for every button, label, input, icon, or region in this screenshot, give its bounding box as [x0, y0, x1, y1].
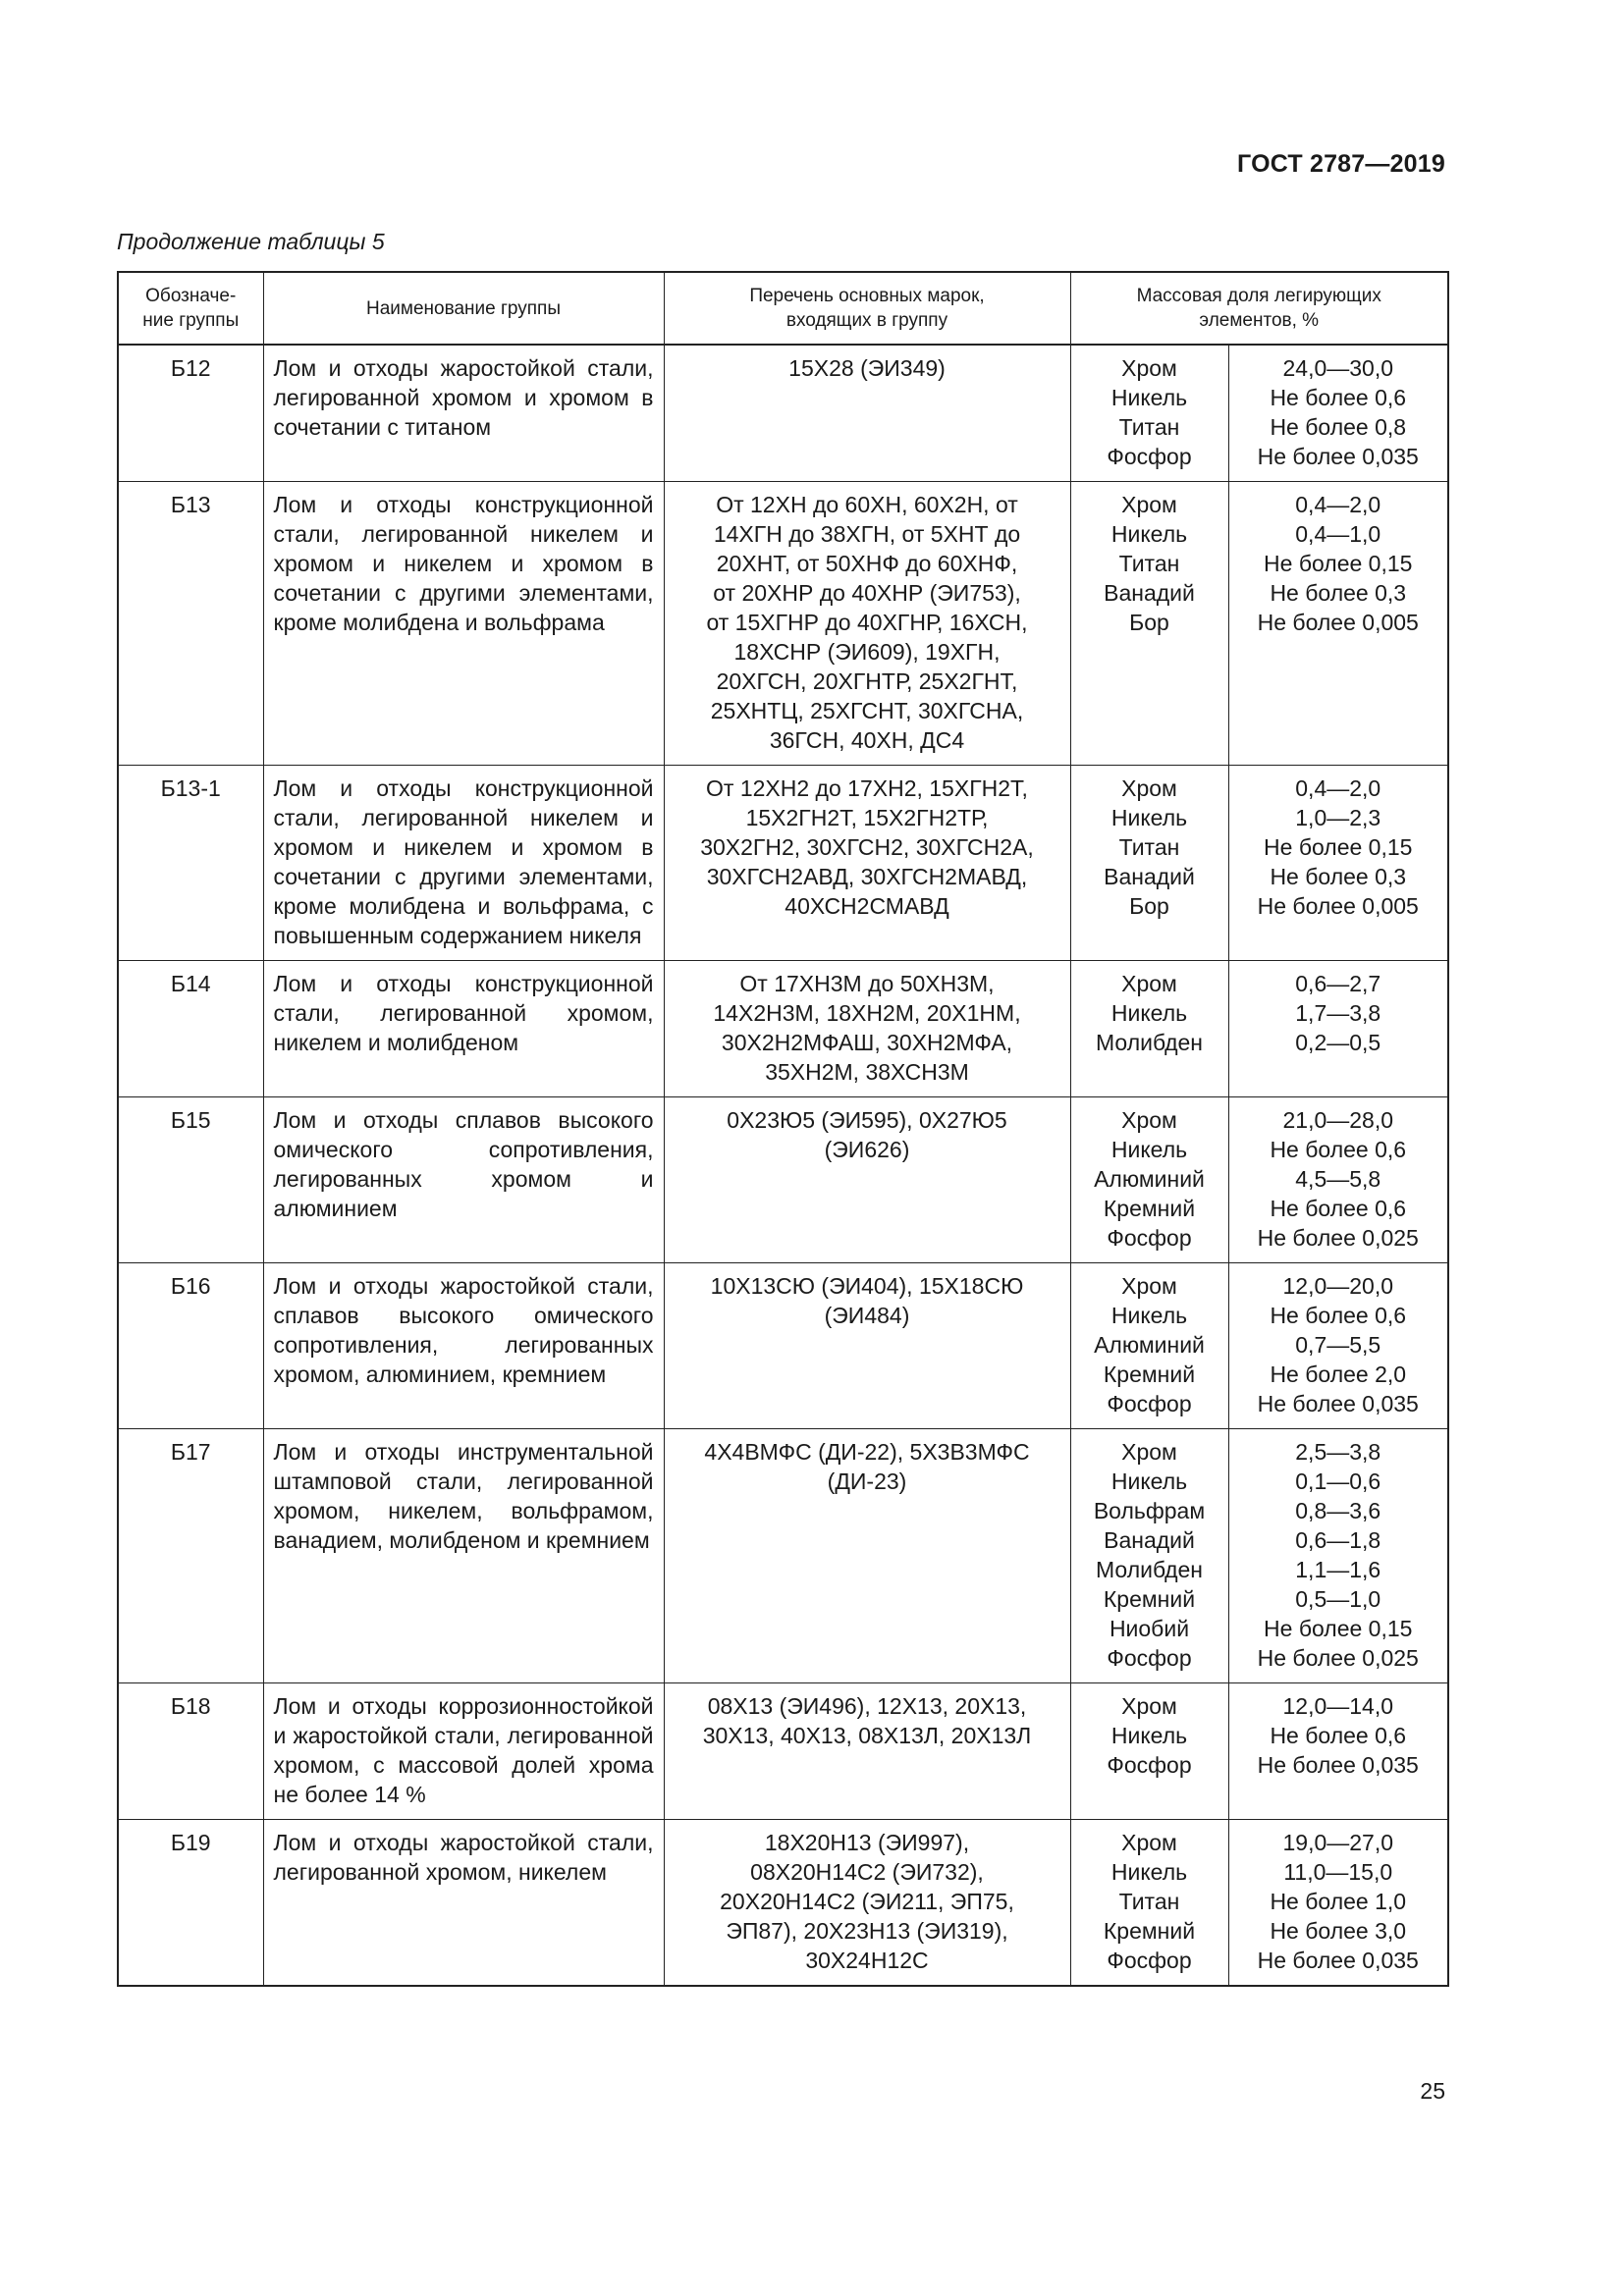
grade-line: От 12ХН до 60ХН, 60Х2Н, от — [716, 492, 1018, 517]
mass-fraction-value: Не более 0,005 — [1257, 893, 1419, 919]
element-name: Никель — [1110, 1468, 1188, 1494]
mass-fraction-value: 24,0—30,0 — [1282, 355, 1394, 381]
grade-line: 15Х2ГН2Т, 15Х2ГН2ТР, — [745, 805, 989, 830]
group-name: Лом и отходы инструментальной штамповой стали, легированной хромом, никелем, вольфрамом, ванадием, молибденом и кремнием — [263, 1429, 664, 1683]
mass-fraction-value: Не более 0,035 — [1257, 1948, 1419, 1973]
element-name: Кремний — [1103, 1586, 1196, 1612]
column-header-name: Наименование группы — [263, 272, 664, 345]
mass-fraction-value: Не более 0,6 — [1270, 385, 1407, 410]
mass-fraction-value: 0,4—1,0 — [1295, 521, 1381, 547]
table-row — [118, 482, 1448, 766]
mass-fractions — [1228, 482, 1448, 766]
mass-fraction-value: Не более 0,6 — [1270, 1303, 1407, 1328]
grade-line: 0Х23Ю5 (ЭИ595), 0Х27Ю5 — [727, 1107, 1007, 1133]
grade-line: (ДИ-23) — [827, 1468, 907, 1494]
element-name: Хром — [1121, 1107, 1177, 1133]
mass-fraction-value: Не более 0,6 — [1270, 1723, 1407, 1748]
mass-fraction-value: 0,4—2,0 — [1295, 775, 1381, 801]
grade-line: от 20ХНР до 40ХНР (ЭИ753), — [713, 580, 1021, 606]
table-header-row — [118, 272, 1448, 345]
element-name: Никель — [1110, 1859, 1188, 1885]
group-code: Б17 — [118, 1429, 263, 1683]
element-name: Фосфор — [1107, 1645, 1192, 1671]
grade-line: 20ХГСН, 20ХГНТР, 25Х2ГНТ, — [716, 668, 1018, 694]
column-header-grades: Перечень основных марок, входящих в группу — [664, 272, 1070, 345]
element-name: Никель — [1110, 385, 1188, 410]
element-name: Хром — [1121, 492, 1177, 517]
element-name: Титан — [1118, 551, 1180, 576]
group-code: Б15 — [118, 1097, 263, 1263]
group-name: Лом и отходы коррозионностойкой и жаростойкой стали, легированной хромом, с массовой долей хрома не более 14 % — [263, 1683, 664, 1820]
grade-line: 4Х4ВМФС (ДИ-22), 5Х3В3МФС — [704, 1439, 1030, 1465]
element-name: Молибден — [1095, 1557, 1204, 1582]
mass-fraction-value: Не более 0,035 — [1257, 1391, 1419, 1416]
element-name: Никель — [1110, 1000, 1188, 1026]
element-name: Фосфор — [1107, 444, 1192, 469]
table-row — [118, 961, 1448, 1097]
mass-fraction-value: Не более 0,025 — [1257, 1645, 1419, 1671]
element-name: Бор — [1129, 893, 1169, 919]
table-row — [118, 1820, 1448, 1987]
grade-line: (ЭИ484) — [824, 1303, 910, 1328]
mass-fractions — [1228, 961, 1448, 1097]
grade-line: от 15ХГНР до 40ХГНР, 16ХСН, — [706, 610, 1028, 635]
grade-line: От 12ХН2 до 17ХН2, 15ХГН2Т, — [706, 775, 1028, 801]
table-row — [118, 1263, 1448, 1429]
mass-fraction-value: Не более 0,6 — [1270, 1137, 1407, 1162]
group-code: Б13-1 — [118, 766, 263, 961]
mass-fraction-value: Не более 0,8 — [1270, 414, 1407, 440]
grade-line: 18ХСНР (ЭИ609), 19ХГН, — [733, 639, 1001, 665]
alloying-elements — [1070, 766, 1228, 961]
element-name: Алюминий — [1094, 1166, 1205, 1192]
mass-fraction-value: Не более 0,035 — [1257, 1752, 1419, 1778]
mass-fractions — [1228, 766, 1448, 961]
alloying-elements — [1070, 1263, 1228, 1429]
mass-fraction-value: 0,4—2,0 — [1295, 492, 1381, 517]
document-code: ГОСТ 2787—2019 — [1237, 150, 1445, 178]
grade-line: 36ГСН, 40ХН, ДС4 — [769, 727, 965, 753]
element-name: Ниобий — [1109, 1616, 1190, 1641]
grade-line: 08Х20Н14С2 (ЭИ732), — [750, 1859, 984, 1885]
grade-line: 14ХГН до 38ХГН, от 5ХНТ до — [713, 521, 1021, 547]
element-name: Хром — [1121, 1830, 1177, 1855]
mass-fractions — [1228, 1683, 1448, 1820]
grade-line: 35ХН2М, 38ХСН3М — [765, 1059, 969, 1085]
mass-fraction-value: 0,7—5,5 — [1295, 1332, 1381, 1358]
grade-line: 40ХСН2СМАВД — [785, 893, 949, 919]
mass-fraction-value: 0,8—3,6 — [1295, 1498, 1381, 1523]
group-grades — [664, 482, 1070, 766]
grade-line: 18Х20Н13 (ЭИ997), — [764, 1830, 970, 1855]
mass-fraction-value: 0,6—2,7 — [1295, 971, 1381, 996]
group-grades — [664, 1683, 1070, 1820]
table-caption: Продолжение таблицы 5 — [117, 229, 385, 254]
grade-line: 25ХНТЦ, 25ХГСНТ, 30ХГСНА, — [710, 698, 1024, 723]
group-code: Б13 — [118, 482, 263, 766]
mass-fraction-value: 2,5—3,8 — [1295, 1439, 1381, 1465]
table-row — [118, 1097, 1448, 1263]
mass-fraction-value: 11,0—15,0 — [1283, 1859, 1393, 1885]
grade-line: 10Х13СЮ (ЭИ404), 15Х18СЮ — [710, 1273, 1024, 1299]
alloying-elements — [1070, 1820, 1228, 1987]
group-grades — [664, 1820, 1070, 1987]
element-name: Никель — [1110, 1137, 1188, 1162]
mass-fraction-value: 0,1—0,6 — [1295, 1468, 1381, 1494]
alloying-elements — [1070, 961, 1228, 1097]
element-name: Никель — [1110, 521, 1188, 547]
mass-fraction-value: 1,1—1,6 — [1295, 1557, 1381, 1582]
grade-line: 14Х2Н3М, 18ХН2М, 20Х1НМ, — [713, 1000, 1021, 1026]
mass-fraction-value: Не более 1,0 — [1270, 1889, 1407, 1914]
table-row — [118, 1683, 1448, 1820]
mass-fraction-value: 12,0—20,0 — [1282, 1273, 1394, 1299]
group-grades — [664, 961, 1070, 1097]
element-name: Хром — [1121, 1273, 1177, 1299]
element-name: Титан — [1118, 1889, 1180, 1914]
grade-line: 30Х2Н2МФАШ, 30ХН2МФА, — [721, 1030, 1013, 1055]
mass-fraction-value: Не более 0,005 — [1257, 610, 1419, 635]
grade-line: ЭП87), 20Х23Н13 (ЭИ319), — [726, 1918, 1008, 1944]
group-name: Лом и отходы жаростойкой стали, легированной хромом и хромом в сочетании с титаном — [263, 345, 664, 482]
grade-line: 30Х2ГН2, 30ХГСН2, 30ХГСН2А, — [700, 834, 1034, 860]
mass-fraction-value: Не более 3,0 — [1270, 1918, 1407, 1944]
mass-fraction-value: 21,0—28,0 — [1282, 1107, 1394, 1133]
group-name: Лом и отходы жаростойкой стали, легированной хромом, никелем — [263, 1820, 664, 1987]
mass-fraction-value: 1,0—2,3 — [1295, 805, 1381, 830]
mass-fraction-value: Не более 0,025 — [1257, 1225, 1419, 1251]
element-name: Фосфор — [1107, 1752, 1192, 1778]
group-grades — [664, 1263, 1070, 1429]
group-name: Лом и отходы конструкционной стали, легированной никелем и хромом и никелем и хромом в сочетании с другими элементами, кроме молибдена и вольфрама, с повышенным содержанием никеля — [263, 766, 664, 961]
mass-fraction-value: Не более 0,3 — [1270, 864, 1407, 889]
element-name: Титан — [1118, 414, 1180, 440]
mass-fraction-value: 12,0—14,0 — [1282, 1693, 1394, 1719]
element-name: Бор — [1129, 610, 1169, 635]
alloying-elements — [1070, 1683, 1228, 1820]
grade-line: 20ХНТ, от 50ХНФ до 60ХНФ, — [716, 551, 1018, 576]
group-code: Б14 — [118, 961, 263, 1097]
group-grades — [664, 766, 1070, 961]
element-name: Ванадий — [1104, 1527, 1195, 1553]
table-row — [118, 1429, 1448, 1683]
element-name: Никель — [1110, 805, 1188, 830]
element-name: Фосфор — [1107, 1948, 1192, 1973]
group-code: Б16 — [118, 1263, 263, 1429]
table-row — [118, 345, 1448, 482]
mass-fraction-value: Не более 2,0 — [1270, 1362, 1407, 1387]
group-code: Б12 — [118, 345, 263, 482]
mass-fraction-value: 1,7—3,8 — [1295, 1000, 1381, 1026]
mass-fraction-value: 4,5—5,8 — [1295, 1166, 1381, 1192]
element-name: Никель — [1110, 1303, 1188, 1328]
mass-fraction-value: Не более 0,15 — [1264, 834, 1413, 860]
mass-fractions — [1228, 345, 1448, 482]
grade-line: От 17ХН3М до 50ХН3М, — [739, 971, 995, 996]
alloying-elements — [1070, 482, 1228, 766]
element-name: Алюминий — [1094, 1332, 1205, 1358]
page-number: 25 — [1420, 2078, 1445, 2104]
group-code: Б19 — [118, 1820, 263, 1987]
mass-fraction-value: Не более 0,15 — [1264, 1616, 1413, 1641]
element-name: Ванадий — [1104, 864, 1195, 889]
table-row — [118, 766, 1448, 961]
mass-fractions — [1228, 1263, 1448, 1429]
grade-line: 08Х13 (ЭИ496), 12Х13, 20Х13, — [707, 1693, 1027, 1719]
alloy-groups-table — [117, 271, 1449, 1987]
element-name: Кремний — [1103, 1196, 1196, 1221]
group-grades — [664, 1429, 1070, 1683]
column-header-code: Обозначе- ние группы — [118, 272, 263, 345]
alloying-elements — [1070, 1429, 1228, 1683]
group-name: Лом и отходы сплавов высокого омического сопротивления, легированных хромом и алюминием — [263, 1097, 664, 1263]
element-name: Никель — [1110, 1723, 1188, 1748]
element-name: Хром — [1121, 971, 1177, 996]
mass-fraction-value: Не более 0,035 — [1257, 444, 1419, 469]
element-name: Хром — [1121, 1693, 1177, 1719]
grade-line: (ЭИ626) — [824, 1137, 910, 1162]
element-name: Хром — [1121, 775, 1177, 801]
element-name: Хром — [1121, 1439, 1177, 1465]
element-name: Молибден — [1095, 1030, 1204, 1055]
grade-line: 30Х24Н12С — [805, 1948, 929, 1973]
mass-fractions — [1228, 1429, 1448, 1683]
mass-fractions — [1228, 1820, 1448, 1987]
element-name: Вольфрам — [1093, 1498, 1206, 1523]
mass-fractions — [1228, 1097, 1448, 1263]
group-name: Лом и отходы жаростойкой стали, сплавов высокого омического сопротивления, легированных хромом, алюминием, кремнием — [263, 1263, 664, 1429]
alloying-elements — [1070, 1097, 1228, 1263]
element-name: Фосфор — [1107, 1391, 1192, 1416]
mass-fraction-value: 0,6—1,8 — [1295, 1527, 1381, 1553]
mass-fraction-value: 19,0—27,0 — [1282, 1830, 1394, 1855]
group-grades — [664, 345, 1070, 482]
element-name: Кремний — [1103, 1362, 1196, 1387]
element-name: Ванадий — [1104, 580, 1195, 606]
mass-fraction-value: Не более 0,6 — [1270, 1196, 1407, 1221]
group-name: Лом и отходы конструкционной стали, легированной хромом, никелем и молибденом — [263, 961, 664, 1097]
grade-line: 20Х20Н14С2 (ЭИ211, ЭП75, — [720, 1889, 1014, 1914]
element-name: Кремний — [1103, 1918, 1196, 1944]
element-name: Титан — [1118, 834, 1180, 860]
mass-fraction-value: Не более 0,3 — [1270, 580, 1407, 606]
element-name: Фосфор — [1107, 1225, 1192, 1251]
element-name: Хром — [1121, 355, 1177, 381]
group-grades — [664, 1097, 1070, 1263]
mass-fraction-value: 0,2—0,5 — [1295, 1030, 1381, 1055]
mass-fraction-value: 0,5—1,0 — [1295, 1586, 1381, 1612]
grade-line: 30Х13, 40Х13, 08Х13Л, 20Х13Л — [702, 1723, 1032, 1748]
group-name: Лом и отходы конструкционной стали, легированной никелем и хромом и никелем и хромом в сочетании с другими элементами, кроме молибдена и вольфрама — [263, 482, 664, 766]
grade-line: 30ХГСН2АВД, 30ХГСН2МАВД, — [706, 864, 1028, 889]
group-code: Б18 — [118, 1683, 263, 1820]
column-header-mass-fraction: Массовая доля легирующих элементов, % — [1070, 272, 1448, 345]
alloying-elements — [1070, 345, 1228, 482]
mass-fraction-value: Не более 0,15 — [1264, 551, 1413, 576]
grade-line: 15Х28 (ЭИ349) — [788, 355, 946, 381]
